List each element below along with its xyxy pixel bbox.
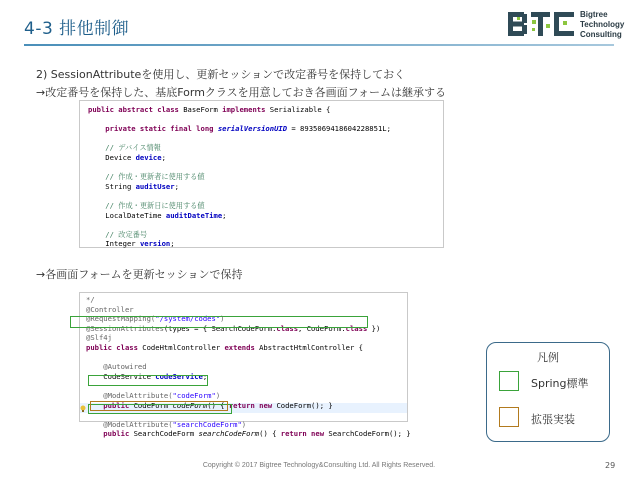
copyright-footer: Copyright © 2017 Bigtree Technology&Consulting Ltd. All Rights Reserved. — [202, 462, 436, 469]
code-annotation: @Slf4j — [86, 333, 112, 343]
lightbulb-icon[interactable] — [80, 405, 86, 412]
code-line: @SessionAttributes(types = { SearchCodeForm.class, CodeForm.class }) — [86, 323, 381, 333]
code-line: Integer version; — [88, 239, 175, 249]
description-line-2: →改定番号を保持した、基底Formクラスを用意しておき各画面フォームは継承する — [36, 86, 447, 99]
company-logo — [508, 10, 630, 40]
orange-highlight-searchcodeform-attribute — [90, 401, 228, 411]
green-highlight-session-attributes — [70, 316, 368, 328]
code-line: CodeService codeService; — [86, 371, 208, 381]
code-line: @RequestMapping("/system/codes") — [86, 314, 225, 324]
code-comment: // 作成・更新者に使用する値 — [88, 172, 205, 182]
legend-swatch-extension — [499, 407, 519, 427]
legend-swatch-spring — [499, 371, 519, 391]
code-comment: // 作成・更新日に使用する値 — [88, 200, 205, 210]
code-panel-baseform — [79, 100, 444, 248]
page-number: 29 — [605, 461, 616, 470]
logo-line-1: Bigtree — [580, 10, 608, 19]
legend-label-spring: Spring標準 — [531, 377, 589, 390]
logo-line-2: Technology — [580, 20, 625, 29]
code-line: String auditUser; — [88, 181, 179, 191]
code-comment: // デバイス情報 — [88, 143, 161, 153]
code-line: Device device; — [88, 152, 166, 162]
legend — [486, 342, 610, 442]
code-comment: // 改定番号 — [88, 229, 148, 239]
code-line: private static final long serialVersionUID = 8935069418604228851L; — [88, 124, 391, 134]
btc-logo-icon — [508, 12, 574, 36]
code-annotation: @Controller — [86, 304, 134, 314]
legend-title: 凡例 — [537, 351, 559, 364]
code-line: public SearchCodeForm searchCodeForm() { return new SearchCodeForm(); } — [86, 429, 411, 439]
description-line-1: 2) SessionAttributeを使用し、更新セッションで改定番号を保持しておく — [36, 68, 406, 81]
code-panel-controller: */ @Controller @RequestMapping("/system/codes") @SessionAttributes(types = { SearchCodeForm.class, CodeForm.class }) @Slf4j public class CodeHtmlController extends AbstractHtmlController { @Autowired CodeService codeService; @ModelAttribute("codeForm") public CodeForm codeForm() { return new CodeForm(); } @ModelAttribute("searchCodeForm") public SearchCodeForm searchCodeForm() { return new SearchCodeForm(); } — [79, 292, 408, 422]
code-annotation: @Autowired — [86, 362, 147, 372]
code-line: LocalDateTime auditDateTime; — [88, 210, 227, 220]
code-line: public class CodeHtmlController extends AbstractHtmlController { — [86, 342, 363, 352]
code-line: public abstract class BaseForm implements Serializable { — [88, 105, 331, 114]
logo-line-3: Consulting — [580, 30, 622, 39]
logo-text — [580, 10, 624, 40]
title-rule — [24, 44, 614, 46]
legend-label-extension: 拡張実装 — [531, 413, 575, 426]
code-line: @ModelAttribute("codeForm") — [86, 390, 221, 400]
code-line: @ModelAttribute("searchCodeForm") — [86, 419, 247, 429]
green-highlight-codeform-attribute — [88, 375, 208, 386]
slide-title: 4-3 排他制御 — [24, 19, 130, 39]
code-line: public CodeForm codeForm() { return new CodeForm(); } — [86, 400, 333, 410]
description-line-3: →各画面フォームを更新セッションで保持 — [36, 268, 243, 281]
